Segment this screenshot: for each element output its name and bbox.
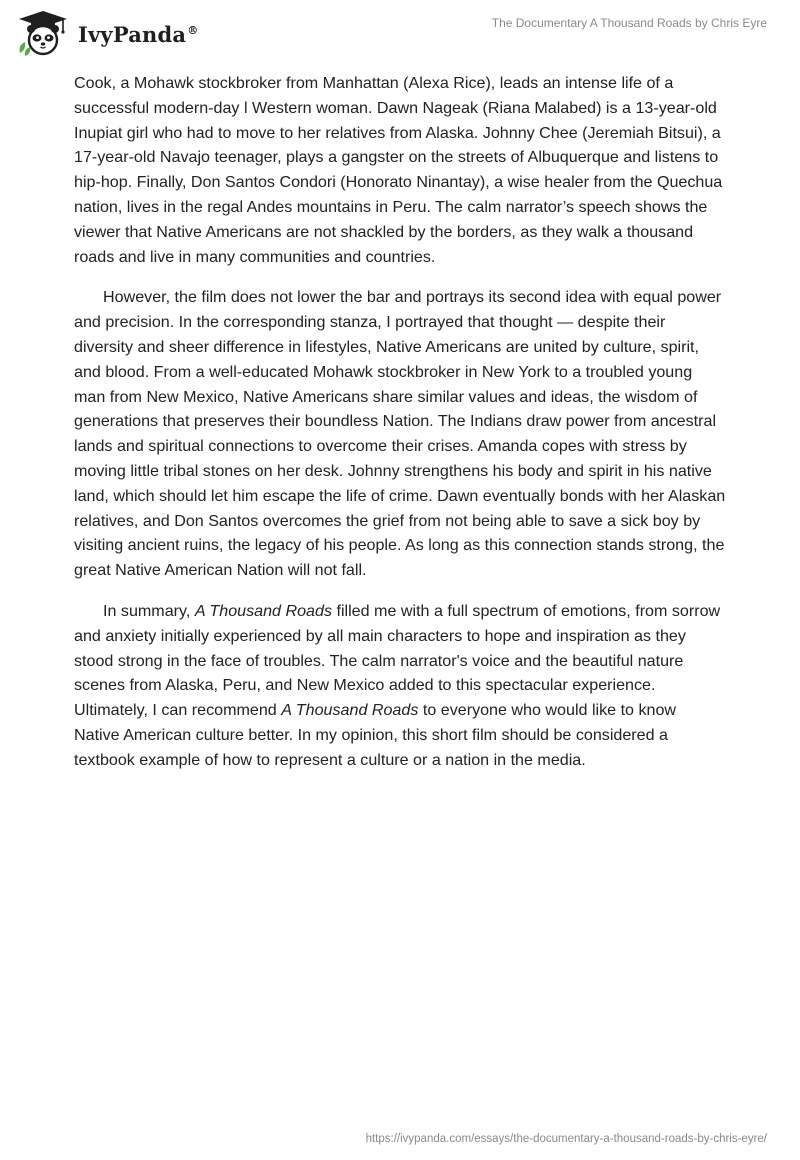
page-header [0, 0, 800, 60]
panda-logo-icon [16, 9, 70, 57]
film-title: A Thousand Roads [281, 701, 419, 720]
ivypanda-logo[interactable] [16, 8, 198, 58]
film-title: A Thousand Roads [194, 601, 332, 620]
document-title: The Documentary A Thousand Roads by Chris Eyre [491, 16, 767, 30]
paragraph-2: However, the film does not lower the bar and portrays its second idea with equal power and precision. In the corresponding stanza, I portrayed that thought — despite their diversity and sheer difference in lifestyles, Native Americans are united by culture, spirit, and blood. From a well-educated Mohawk stockbroker in New York to a troubled young man from New Mexico, Native Americans share similar values and ideas, the wisdom of generations that preserves their boundless Nation. The Indians draw power from ancestral lands and spiritual connections to overcome their crises. Amanda copes with stress by moving little tribal stones on her desk. Johnny strengthens his body and spirit in his native land, which should let him escape the life of crime. Dawn eventually bonds with her Alaskan relatives, and Don Santos overcomes the grief from not being able to save a sick boy by visiting ancient ruins, the legacy of his people. As long as this connection stands strong, the great Native American Nation will not fall. [74, 288, 726, 580]
paragraph-1: Cook, a Mohawk stockbroker from Manhattan (Alexa Rice), leads an intense life of a successful modern-day l Western woman. Dawn Nageak (Riana Malabed) is a 13-year-old Inupiat girl who had to move to her relatives from Alaska. Johnny Chee (Jeremiah Bitsui), a 17-year-old Navajo teenager, plays a gangster on the streets of Albuquerque and listens to hip-hop. Finally, Don Santos Condori (Honorato Ninantay), a wise healer from the Quechua nation, lives in the regal Andes mountains in Peru. The calm narrator’s speech shows the viewer that Native Americans are not shackled by the borders, as they walk a thousand roads and live in many communities and countries. [74, 74, 723, 266]
registered-mark: ® [187, 23, 199, 37]
paragraph-3-text-2: filled me with a full spectrum of emotions, from sorrow and anxiety initially experienced by all main characters to hope and inspiration as they stood strong in the face of troubles. The calm narrator's voice and the beautiful nature scenes from Alaska, Peru, and New Mexico added to this spectacular experience. Ultimately, I can recommend [74, 601, 721, 720]
source-url-link[interactable]: https://ivypanda.com/essays/the-documentary-a-thousand-roads-by-chris-eyre/ [365, 1133, 767, 1145]
logo-name: IvyPanda [78, 21, 187, 47]
paragraph-3 [74, 599, 726, 773]
paragraph-3-text-1: In summary, [103, 601, 195, 620]
logo-wordmark [78, 22, 198, 47]
essay-body [74, 71, 726, 789]
paragraph-3-text-3: to everyone who would like to know Native American culture better. In my opinion, this short film should be considered a textbook example of how to represent a culture or a nation in the media. [74, 701, 677, 769]
